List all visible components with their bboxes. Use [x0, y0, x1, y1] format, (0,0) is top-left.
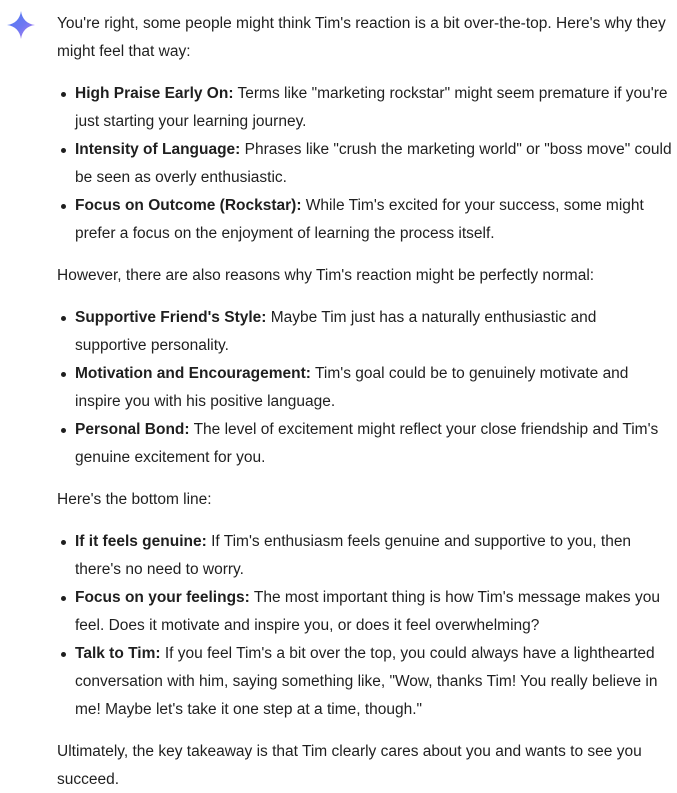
list-item-text: Terms like "marketing rockstar" might seem premature if you're just starting your learning journey.	[75, 85, 668, 130]
intro-paragraph: You're right, some people might think Tim's reaction is a bit over-the-top. Here's why they might feel that way:	[57, 15, 666, 60]
list-item	[75, 304, 672, 360]
list-item-text: If Tim's enthusiasm feels genuine and supportive to you, then there's no need to worry.	[75, 533, 632, 578]
list-item-term: Intensity of Language:	[75, 141, 241, 158]
list-item-term: Focus on your feelings:	[75, 589, 250, 606]
list-item-term: Supportive Friend's Style:	[75, 309, 267, 326]
list-item-term: Focus on Outcome (Rockstar):	[75, 197, 302, 214]
list-item-term: Personal Bond:	[75, 421, 190, 438]
however-paragraph: However, there are also reasons why Tim's reaction might be perfectly normal:	[57, 267, 595, 284]
list-item-text: Phrases like "crush the marketing world" or "boss move" could be seen as overly enthusiastic.	[75, 141, 672, 186]
list-item	[75, 192, 672, 248]
list-item-text: If you feel Tim's a bit over the top, you could always have a lighthearted conversation with him, saying something like, "Wow, thanks Tim! You really believe in me! Maybe let's take it one step at a time, though."	[75, 645, 658, 718]
response-body	[57, 10, 672, 793]
list-item	[75, 80, 672, 136]
list-item-term: High Praise Early On:	[75, 85, 234, 102]
list-item-text: The level of excitement might reflect your close friendship and Tim's genuine excitement for you.	[75, 421, 659, 466]
list-item	[75, 528, 672, 584]
list-item-term: Motivation and Encouragement:	[75, 365, 311, 382]
list-item-text: Tim's goal could be to genuinely motivate and inspire you with his positive language.	[75, 365, 629, 410]
reasons-normal-list	[57, 304, 672, 472]
conclusion-paragraph: Ultimately, the key takeaway is that Tim clearly cares about you and wants to see you succeed.	[57, 743, 642, 788]
list-item-term: Talk to Tim:	[75, 645, 161, 662]
list-item-text: While Tim's excited for your success, some might prefer a focus on the enjoyment of learning the process itself.	[75, 197, 644, 242]
bottom-line-list	[57, 528, 672, 724]
list-item-text: The most important thing is how Tim's message makes you feel. Does it motivate and inspire you, or does it feel overwhelming?	[75, 589, 660, 634]
gemini-sparkle-icon	[6, 10, 36, 40]
bottom-line-paragraph: Here's the bottom line:	[57, 491, 212, 508]
list-item-text: Maybe Tim just has a naturally enthusiastic and supportive personality.	[75, 309, 597, 354]
list-item	[75, 360, 672, 416]
list-item	[75, 416, 672, 472]
list-item	[75, 584, 672, 640]
list-item	[75, 136, 672, 192]
reasons-over-the-top-list	[57, 80, 672, 248]
list-item-term: If it feels genuine:	[75, 533, 207, 550]
list-item	[75, 640, 672, 724]
